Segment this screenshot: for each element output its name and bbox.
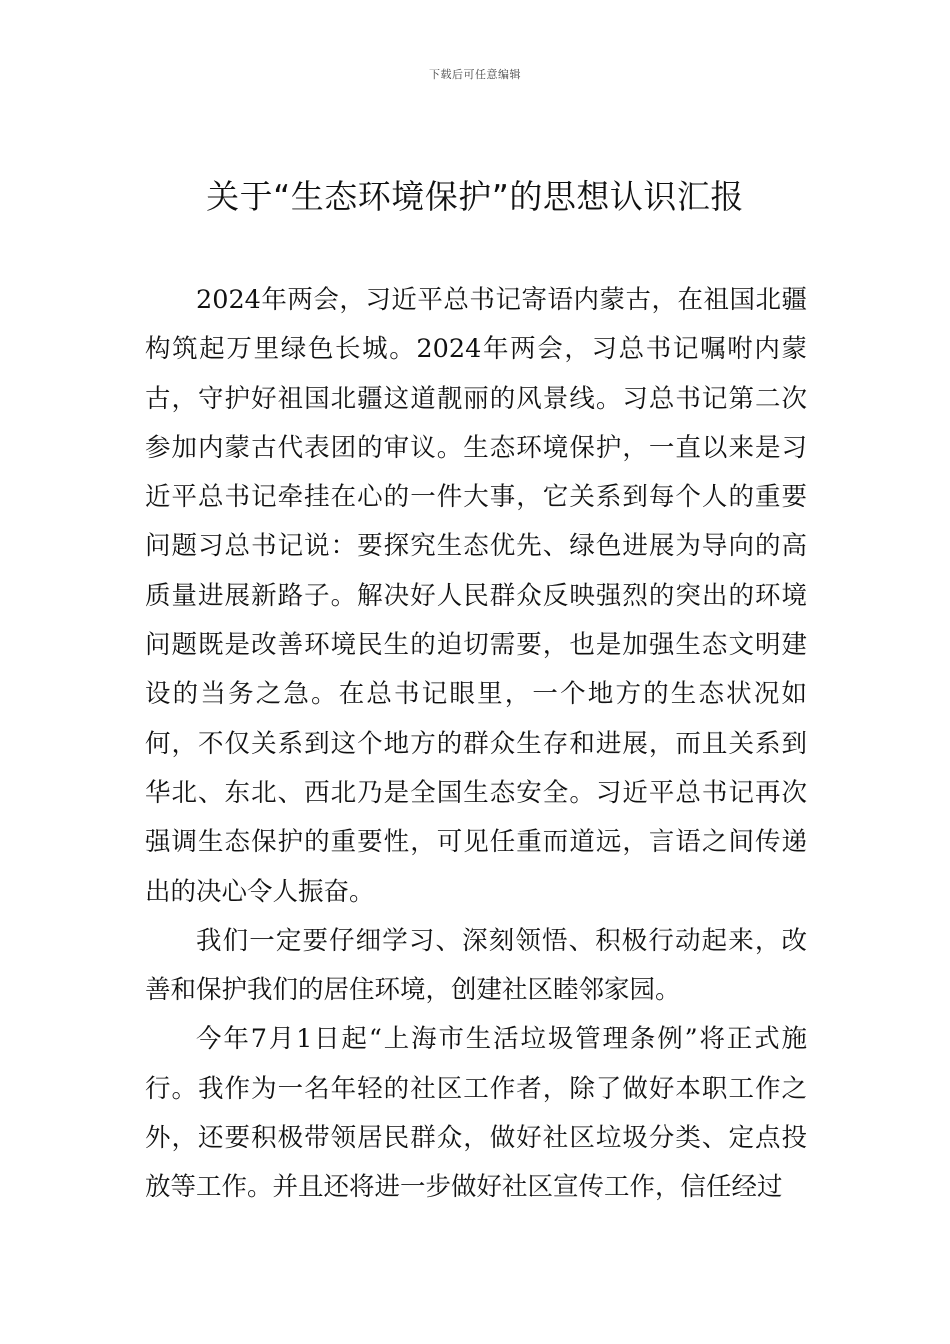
document-title: 关于“生态环境保护”的思想认识汇报 bbox=[206, 177, 744, 216]
paragraph-3: 今年7月1日起“上海市生活垃圾管理条例”将正式施行。我作为一名年轻的社区工作者，除了做好本职工作之外，还要积极带领居民群众，做好社区垃圾分类、定点投放等工作。并且还将进一步做好社区宣传工作，信任经过 bbox=[145, 1024, 807, 1203]
document-body bbox=[145, 276, 807, 1213]
paragraph-2: 我们一定要仔细学习、深刻领悟、积极行动起来，改善和保护我们的居住环境，创建社区睦邻家园。 bbox=[145, 925, 807, 1006]
paragraph-1: 2024年两会，习近平总书记寄语内蒙古，在祖国北疆构筑起万里绿色长城。2024年两会，习总书记嘱咐内蒙古，守护好祖国北疆这道靓丽的风景线。习总书记第二次参加内蒙古代表团的审议。生态环境保护，一直以来是习近平总书记牵挂在心的一件大事，它关系到每个人的重要问题习总书记说：要探究生态优先、绿色进展为导向的高质量进展新路子。解决好人民群众反映强烈的突出的环境问题既是改善环境民生的迫切需要，也是加强生态文明建设的当务之急。在总书记眼里，一个地方的生态状况如何，不仅关系到这个地方的群众生存和进展，而且关系到华北、东北、西北乃是全国生态安全。习近平总书记再次强调生态保护的重要性，可见任重而道远，言语之间传递出的决心令人振奋。 bbox=[145, 285, 807, 907]
header-note: 下载后可任意编辑 bbox=[429, 68, 521, 81]
